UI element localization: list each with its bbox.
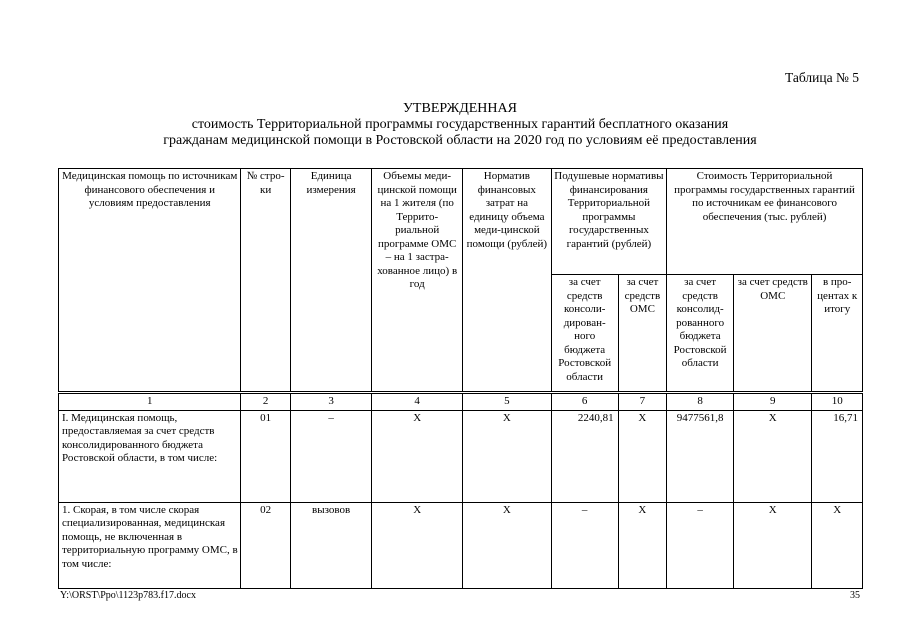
page-number: 35 xyxy=(850,590,860,601)
col-number: 10 xyxy=(812,393,863,411)
row-cost-norm: Х xyxy=(463,502,552,588)
page-footer xyxy=(60,590,860,601)
table-row xyxy=(59,502,863,588)
row-number: 01 xyxy=(241,410,290,502)
row-cost-budget: – xyxy=(667,502,734,588)
row-unit: – xyxy=(290,410,371,502)
document-title-block xyxy=(60,100,860,149)
document-subtitle-line-1: стоимость Территориальной программы государственных гарантий бесплатного оказания xyxy=(191,117,729,132)
row-per-capita-oms: Х xyxy=(618,502,666,588)
col-number: 7 xyxy=(618,393,666,411)
row-per-capita-budget: 2240,81 xyxy=(551,410,618,502)
row-cost-percent: 16,71 xyxy=(812,410,863,502)
document-subtitle-line-2: гражданам медицинской помощи в Ростовской области на 2020 год по условиям её предоставления xyxy=(163,133,757,148)
col-number: 3 xyxy=(290,393,371,411)
header-cost-oms: за счет средств ОМС xyxy=(734,275,812,393)
document-title: УТВЕРЖДЕННАЯ xyxy=(403,101,517,116)
col-number: 4 xyxy=(372,393,463,411)
header-volume: Объемы меди-цинской помощи на 1 жителя (по Террито-риальной программе ОМС – на 1 застра-хованное лицо) в год xyxy=(372,169,463,393)
header-row-number: № стро-ки xyxy=(241,169,290,393)
row-per-capita-budget: – xyxy=(551,502,618,588)
row-cost-oms: Х xyxy=(734,502,812,588)
row-description: 1. Скорая, в том числе скорая специализированная, медицинская помощь, не включенная в территориальную программу ОМС, в том числе: xyxy=(59,502,241,588)
header-per-capita-oms: за счет средств ОМС xyxy=(618,275,666,393)
col-number: 1 xyxy=(59,393,241,411)
col-number: 9 xyxy=(734,393,812,411)
row-unit: вызовов xyxy=(290,502,371,588)
table-row xyxy=(59,410,863,502)
row-number: 02 xyxy=(241,502,290,588)
header-per-capita: Подушевые нормативы финансирования Территориальной программы государственных гарантий (рублей) xyxy=(551,169,666,275)
column-numbers-row xyxy=(59,393,863,411)
header-cost-norm: Норматив финансовых затрат на единицу объема меди-цинской помощи (рублей) xyxy=(463,169,552,393)
row-volume: Х xyxy=(372,410,463,502)
row-cost-percent: Х xyxy=(812,502,863,588)
col-number: 8 xyxy=(667,393,734,411)
col-number: 2 xyxy=(241,393,290,411)
header-cost-budget: за счет средств консолид-рованного бюджета Ростовской области xyxy=(667,275,734,393)
row-volume: Х xyxy=(372,502,463,588)
header-cost-percent: в про-центах к итогу xyxy=(812,275,863,393)
row-cost-budget: 9477561,8 xyxy=(667,410,734,502)
header-unit: Единица измерения xyxy=(290,169,371,393)
header-program-cost: Стоимость Территориальной программы государственных гарантий по источникам ее финансового обеспечения (тыс. рублей) xyxy=(667,169,863,275)
cost-table xyxy=(58,168,863,589)
header-per-capita-budget: за счет средств консоли-дирован-ного бюджета Ростовской области xyxy=(551,275,618,393)
table-number-label: Таблица № 5 xyxy=(785,70,859,85)
col-number: 5 xyxy=(463,393,552,411)
col-number: 6 xyxy=(551,393,618,411)
row-cost-oms: Х xyxy=(734,410,812,502)
row-cost-norm: Х xyxy=(463,410,552,502)
file-path: Y:\ORST\Ppo\1123p783.f17.docx xyxy=(60,590,196,601)
row-description: I. Медицинская помощь, предоставляемая за счет средств консолидированного бюджета Ростовской области, в том числе: xyxy=(59,410,241,502)
row-per-capita-oms: Х xyxy=(618,410,666,502)
header-medical-care: Медицинская помощь по источникам финансового обеспечения и условиям предоставления xyxy=(59,169,241,393)
